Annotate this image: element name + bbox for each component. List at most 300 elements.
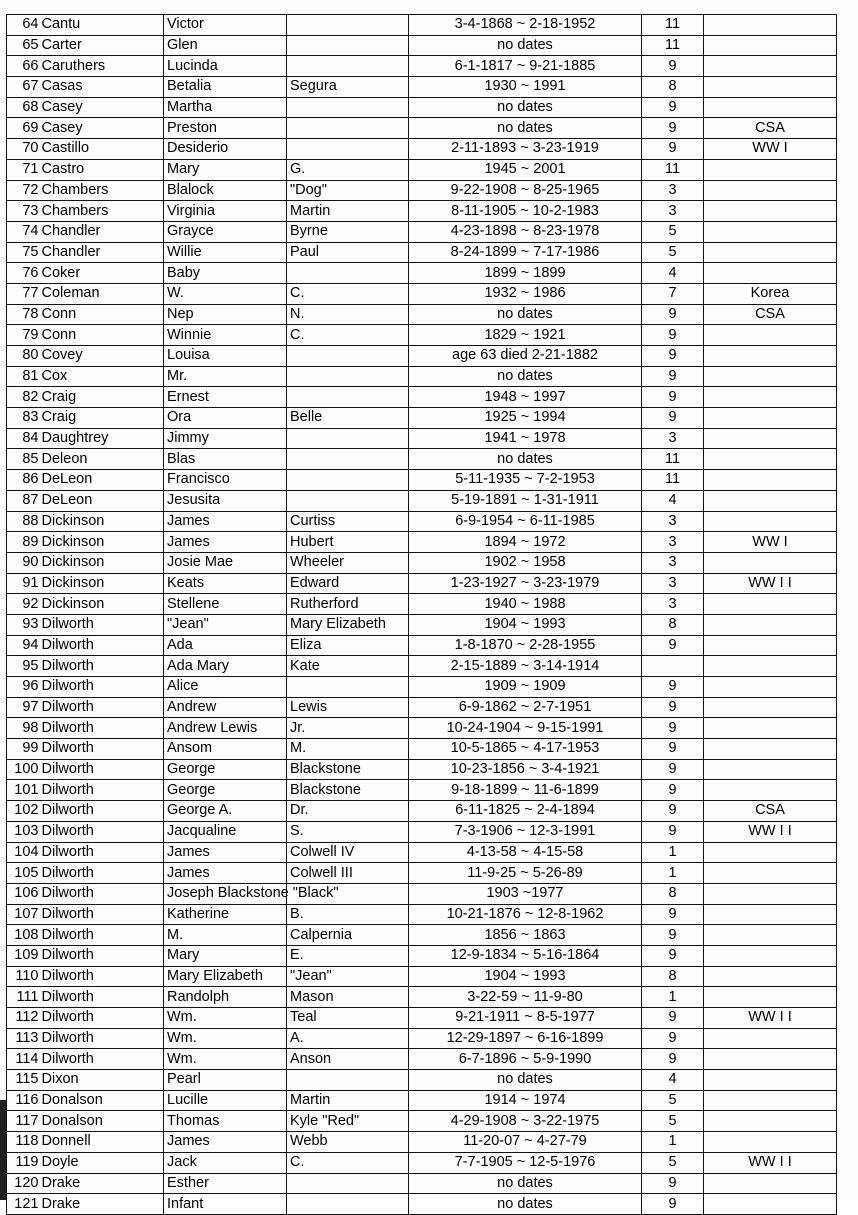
section-number-cell: 9 [642, 1049, 704, 1070]
life-dates-cell: 4-23-1898 ~ 8-23-1978 [409, 221, 642, 242]
last-name-cell: Dilworth [40, 966, 164, 987]
table-row [7, 635, 837, 656]
table-row [7, 56, 837, 77]
middle-name-cell [287, 428, 409, 449]
military-service-cell: WW I [704, 532, 837, 553]
first-name-cell: Desiderio [164, 139, 287, 160]
table-row [7, 1152, 837, 1173]
middle-name-cell [287, 15, 409, 36]
entry-number-cell: 69 [7, 118, 40, 139]
section-number-cell: 3 [642, 552, 704, 573]
section-number-cell: 1 [642, 863, 704, 884]
first-name-cell: Ada Mary [164, 656, 287, 677]
section-number-cell: 9 [642, 801, 704, 822]
table-row [7, 945, 837, 966]
entry-number-cell: 114 [7, 1049, 40, 1070]
life-dates-cell: no dates [409, 1194, 642, 1215]
military-service-cell [704, 180, 837, 201]
middle-name-cell: B. [287, 904, 409, 925]
entry-number-cell: 77 [7, 283, 40, 304]
life-dates-cell: 2-15-1889 ~ 3-14-1914 [409, 656, 642, 677]
entry-number-cell: 79 [7, 325, 40, 346]
table-row [7, 780, 837, 801]
entry-number-cell: 105 [7, 863, 40, 884]
section-number-cell: 3 [642, 511, 704, 532]
section-number-cell: 9 [642, 118, 704, 139]
section-number-cell: 9 [642, 1194, 704, 1215]
first-name-cell: "Jean" [164, 614, 287, 635]
life-dates-cell: 1904 ~ 1993 [409, 614, 642, 635]
burial-register-table [6, 14, 837, 1215]
middle-name-cell: Kate [287, 656, 409, 677]
middle-name-cell [287, 1173, 409, 1194]
table-row [7, 966, 837, 987]
military-service-cell [704, 77, 837, 98]
section-number-cell: 4 [642, 1070, 704, 1091]
military-service-cell [704, 614, 837, 635]
table-row [7, 904, 837, 925]
entry-number-cell: 94 [7, 635, 40, 656]
middle-name-cell [287, 346, 409, 367]
life-dates-cell: 1-23-1927 ~ 3-23-1979 [409, 573, 642, 594]
middle-name-cell [287, 139, 409, 160]
first-name-cell: Virginia [164, 201, 287, 222]
middle-name-cell: Webb [287, 1132, 409, 1153]
military-service-cell [704, 201, 837, 222]
life-dates-cell: no dates [409, 35, 642, 56]
entry-number-cell: 87 [7, 490, 40, 511]
life-dates-cell: 10-5-1865 ~ 4-17-1953 [409, 739, 642, 760]
register-body [7, 15, 837, 1215]
life-dates-cell: 5-11-1935 ~ 7-2-1953 [409, 470, 642, 491]
table-row [7, 987, 837, 1008]
section-number-cell: 8 [642, 614, 704, 635]
first-name-cell: W. [164, 283, 287, 304]
middle-name-cell: S. [287, 821, 409, 842]
entry-number-cell: 120 [7, 1173, 40, 1194]
entry-number-cell: 117 [7, 1111, 40, 1132]
last-name-cell: Dilworth [40, 697, 164, 718]
section-number-cell: 9 [642, 304, 704, 325]
last-name-cell: Dilworth [40, 904, 164, 925]
table-row [7, 242, 837, 263]
life-dates-cell: 1948 ~ 1997 [409, 387, 642, 408]
table-row [7, 159, 837, 180]
middle-name-cell [287, 97, 409, 118]
last-name-cell: Cox [40, 366, 164, 387]
section-number-cell: 1 [642, 987, 704, 1008]
entry-number-cell: 104 [7, 842, 40, 863]
last-name-cell: Coker [40, 263, 164, 284]
entry-number-cell: 99 [7, 739, 40, 760]
table-row [7, 263, 837, 284]
table-row [7, 35, 837, 56]
table-row [7, 1111, 837, 1132]
military-service-cell: Korea [704, 283, 837, 304]
last-name-cell: Dilworth [40, 925, 164, 946]
middle-name-cell [287, 490, 409, 511]
middle-name-cell: Calpernia [287, 925, 409, 946]
life-dates-cell: 11-9-25 ~ 5-26-89 [409, 863, 642, 884]
military-service-cell [704, 221, 837, 242]
middle-name-cell: Martin [287, 201, 409, 222]
section-number-cell: 9 [642, 1008, 704, 1029]
section-number-cell: 8 [642, 883, 704, 904]
life-dates-cell: no dates [409, 118, 642, 139]
last-name-cell: Coleman [40, 283, 164, 304]
section-number-cell: 11 [642, 15, 704, 36]
middle-name-cell: Colwell IV [287, 842, 409, 863]
section-number-cell: 9 [642, 346, 704, 367]
entry-number-cell: 83 [7, 408, 40, 429]
last-name-cell: Dixon [40, 1070, 164, 1091]
table-row [7, 1070, 837, 1091]
middle-name-cell: Jr. [287, 718, 409, 739]
first-name-cell: Ansom [164, 739, 287, 760]
middle-name-cell [287, 1194, 409, 1215]
table-row [7, 718, 837, 739]
military-service-cell [704, 987, 837, 1008]
life-dates-cell: 7-3-1906 ~ 12-3-1991 [409, 821, 642, 842]
military-service-cell [704, 346, 837, 367]
middle-name-cell [287, 56, 409, 77]
life-dates-cell: no dates [409, 366, 642, 387]
last-name-cell: Donnell [40, 1132, 164, 1153]
section-number-cell: 3 [642, 532, 704, 553]
middle-name-cell: Curtiss [287, 511, 409, 532]
life-dates-cell: no dates [409, 304, 642, 325]
table-row [7, 449, 837, 470]
military-service-cell [704, 263, 837, 284]
military-service-cell [704, 780, 837, 801]
middle-name-cell: M. [287, 739, 409, 760]
entry-number-cell: 68 [7, 97, 40, 118]
first-name-cell: Pearl [164, 1070, 287, 1091]
military-service-cell [704, 718, 837, 739]
middle-name-cell: Anson [287, 1049, 409, 1070]
last-name-cell: Dilworth [40, 1028, 164, 1049]
life-dates-cell: no dates [409, 1173, 642, 1194]
military-service-cell [704, 966, 837, 987]
entry-number-cell: 67 [7, 77, 40, 98]
life-dates-cell: 1894 ~ 1972 [409, 532, 642, 553]
entry-number-cell: 73 [7, 201, 40, 222]
entry-number-cell: 84 [7, 428, 40, 449]
military-service-cell [704, 1173, 837, 1194]
entry-number-cell: 110 [7, 966, 40, 987]
middle-name-cell: Lewis [287, 697, 409, 718]
first-name-cell: Thomas [164, 1111, 287, 1132]
first-name-cell: Glen [164, 35, 287, 56]
life-dates-cell: 11-20-07 ~ 4-27-79 [409, 1132, 642, 1153]
section-number-cell: 9 [642, 139, 704, 160]
section-number-cell: 9 [642, 97, 704, 118]
life-dates-cell: 1904 ~ 1993 [409, 966, 642, 987]
table-row [7, 1132, 837, 1153]
entry-number-cell: 91 [7, 573, 40, 594]
military-service-cell [704, 1028, 837, 1049]
life-dates-cell: 10-21-1876 ~ 12-8-1962 [409, 904, 642, 925]
middle-name-cell: N. [287, 304, 409, 325]
life-dates-cell: 6-1-1817 ~ 9-21-1885 [409, 56, 642, 77]
table-row [7, 759, 837, 780]
table-row [7, 1049, 837, 1070]
last-name-cell: Donalson [40, 1090, 164, 1111]
section-number-cell: 9 [642, 1173, 704, 1194]
section-number-cell [642, 656, 704, 677]
table-row [7, 366, 837, 387]
entry-number-cell: 101 [7, 780, 40, 801]
section-number-cell: 9 [642, 780, 704, 801]
life-dates-cell: 1914 ~ 1974 [409, 1090, 642, 1111]
middle-name-cell [287, 263, 409, 284]
entry-number-cell: 121 [7, 1194, 40, 1215]
entry-number-cell: 96 [7, 677, 40, 698]
section-number-cell: 1 [642, 842, 704, 863]
last-name-cell: Drake [40, 1194, 164, 1215]
last-name-cell: Dilworth [40, 614, 164, 635]
military-service-cell [704, 883, 837, 904]
section-number-cell: 3 [642, 180, 704, 201]
military-service-cell: CSA [704, 801, 837, 822]
last-name-cell: Dickinson [40, 594, 164, 615]
last-name-cell: Dickinson [40, 532, 164, 553]
life-dates-cell: 3-4-1868 ~ 2-18-1952 [409, 15, 642, 36]
middle-name-cell: Martin [287, 1090, 409, 1111]
table-row [7, 1008, 837, 1029]
last-name-cell: Dilworth [40, 780, 164, 801]
section-number-cell: 11 [642, 449, 704, 470]
first-name-cell: James [164, 842, 287, 863]
life-dates-cell: 1902 ~ 1958 [409, 552, 642, 573]
middle-name-cell: Belle [287, 408, 409, 429]
middle-name-cell [287, 387, 409, 408]
life-dates-cell: 1-8-1870 ~ 2-28-1955 [409, 635, 642, 656]
table-row [7, 470, 837, 491]
middle-name-cell: Dr. [287, 801, 409, 822]
section-number-cell: 9 [642, 408, 704, 429]
middle-name-cell [287, 35, 409, 56]
table-row [7, 1028, 837, 1049]
military-service-cell [704, 428, 837, 449]
entry-number-cell: 88 [7, 511, 40, 532]
first-name-cell: Winnie [164, 325, 287, 346]
last-name-cell: Conn [40, 304, 164, 325]
entry-number-cell: 95 [7, 656, 40, 677]
table-row [7, 1090, 837, 1111]
section-number-cell: 5 [642, 221, 704, 242]
table-row [7, 573, 837, 594]
last-name-cell: Dilworth [40, 801, 164, 822]
table-row [7, 801, 837, 822]
life-dates-cell: 1930 ~ 1991 [409, 77, 642, 98]
life-dates-cell: age 63 died 2-21-1882 [409, 346, 642, 367]
table-row [7, 15, 837, 36]
table-row [7, 739, 837, 760]
first-name-cell: Wm. [164, 1028, 287, 1049]
section-number-cell: 9 [642, 821, 704, 842]
entry-number-cell: 107 [7, 904, 40, 925]
military-service-cell [704, 1070, 837, 1091]
last-name-cell: Casey [40, 97, 164, 118]
life-dates-cell: 12-9-1834 ~ 5-16-1864 [409, 945, 642, 966]
first-name-cell: Mary Elizabeth [164, 966, 287, 987]
last-name-cell: Dilworth [40, 883, 164, 904]
table-row [7, 180, 837, 201]
entry-number-cell: 85 [7, 449, 40, 470]
last-name-cell: Chambers [40, 180, 164, 201]
middle-name-cell: Mary Elizabeth [287, 614, 409, 635]
entry-number-cell: 76 [7, 263, 40, 284]
last-name-cell: Dilworth [40, 635, 164, 656]
section-number-cell: 3 [642, 201, 704, 222]
middle-name-cell: Teal [287, 1008, 409, 1029]
middle-name-cell: Segura [287, 77, 409, 98]
last-name-cell: Dilworth [40, 759, 164, 780]
entry-number-cell: 97 [7, 697, 40, 718]
last-name-cell: Craig [40, 408, 164, 429]
last-name-cell: DeLeon [40, 490, 164, 511]
last-name-cell: Dilworth [40, 1049, 164, 1070]
military-service-cell: CSA [704, 304, 837, 325]
life-dates-cell: 9-21-1911 ~ 8-5-1977 [409, 1008, 642, 1029]
table-row [7, 925, 837, 946]
life-dates-cell: 8-24-1899 ~ 7-17-1986 [409, 242, 642, 263]
military-service-cell: WW I I [704, 573, 837, 594]
entry-number-cell: 116 [7, 1090, 40, 1111]
entry-number-cell: 80 [7, 346, 40, 367]
table-row [7, 511, 837, 532]
middle-name-cell [287, 1070, 409, 1091]
life-dates-cell: 6-9-1862 ~ 2-7-1951 [409, 697, 642, 718]
first-name-cell: Ada [164, 635, 287, 656]
military-service-cell [704, 325, 837, 346]
section-number-cell: 5 [642, 242, 704, 263]
section-number-cell: 8 [642, 77, 704, 98]
military-service-cell [704, 1132, 837, 1153]
section-number-cell: 4 [642, 263, 704, 284]
life-dates-cell: 1941 ~ 1978 [409, 428, 642, 449]
entry-number-cell: 118 [7, 1132, 40, 1153]
table-row [7, 552, 837, 573]
first-name-cell: Wm. [164, 1008, 287, 1029]
middle-name-cell [287, 470, 409, 491]
military-service-cell [704, 366, 837, 387]
last-name-cell: Dilworth [40, 821, 164, 842]
middle-name-cell: C. [287, 325, 409, 346]
table-row [7, 201, 837, 222]
middle-name-cell [287, 449, 409, 470]
military-service-cell [704, 925, 837, 946]
last-name-cell: Chandler [40, 221, 164, 242]
military-service-cell [704, 511, 837, 532]
table-row [7, 656, 837, 677]
middle-name-cell: Byrne [287, 221, 409, 242]
table-row [7, 532, 837, 553]
last-name-cell: Daughtrey [40, 428, 164, 449]
life-dates-cell: 2-11-1893 ~ 3-23-1919 [409, 139, 642, 160]
first-name-cell: Mary [164, 945, 287, 966]
table-row [7, 677, 837, 698]
entry-number-cell: 92 [7, 594, 40, 615]
section-number-cell: 9 [642, 739, 704, 760]
section-number-cell: 11 [642, 470, 704, 491]
last-name-cell: Castro [40, 159, 164, 180]
last-name-cell: Dilworth [40, 842, 164, 863]
last-name-cell: Donalson [40, 1111, 164, 1132]
last-name-cell: Dickinson [40, 511, 164, 532]
middle-name-cell: "Dog" [287, 180, 409, 201]
life-dates-cell: 1899 ~ 1899 [409, 263, 642, 284]
section-number-cell: 9 [642, 945, 704, 966]
first-name-cell: Alice [164, 677, 287, 698]
first-name-cell: James [164, 1132, 287, 1153]
military-service-cell [704, 656, 837, 677]
section-number-cell: 8 [642, 966, 704, 987]
last-name-cell: Casey [40, 118, 164, 139]
entry-number-cell: 109 [7, 945, 40, 966]
middle-name-cell: Blackstone [287, 780, 409, 801]
first-name-cell: Randolph [164, 987, 287, 1008]
last-name-cell: Deleon [40, 449, 164, 470]
military-service-cell [704, 449, 837, 470]
last-name-cell: Conn [40, 325, 164, 346]
last-name-cell: Dilworth [40, 1008, 164, 1029]
last-name-cell: Chambers [40, 201, 164, 222]
entry-number-cell: 66 [7, 56, 40, 77]
military-service-cell [704, 408, 837, 429]
section-number-cell: 9 [642, 925, 704, 946]
military-service-cell [704, 759, 837, 780]
entry-number-cell: 113 [7, 1028, 40, 1049]
entry-number-cell: 75 [7, 242, 40, 263]
last-name-cell: Doyle [40, 1152, 164, 1173]
section-number-cell: 9 [642, 56, 704, 77]
middle-name-cell: Hubert [287, 532, 409, 553]
life-dates-cell: 1925 ~ 1994 [409, 408, 642, 429]
table-row [7, 863, 837, 884]
military-service-cell [704, 97, 837, 118]
entry-number-cell: 103 [7, 821, 40, 842]
life-dates-cell: 1940 ~ 1988 [409, 594, 642, 615]
life-dates-cell: no dates [409, 1070, 642, 1091]
first-name-cell: Willie [164, 242, 287, 263]
first-name-cell: Martha [164, 97, 287, 118]
first-name-cell: James [164, 532, 287, 553]
table-row [7, 283, 837, 304]
section-number-cell: 9 [642, 759, 704, 780]
table-row [7, 697, 837, 718]
section-number-cell: 3 [642, 428, 704, 449]
last-name-cell: Dilworth [40, 987, 164, 1008]
first-name-cell: George [164, 759, 287, 780]
table-row [7, 139, 837, 160]
entry-number-cell: 71 [7, 159, 40, 180]
first-name-cell: Jesusita [164, 490, 287, 511]
military-service-cell [704, 635, 837, 656]
middle-name-cell [287, 118, 409, 139]
military-service-cell [704, 904, 837, 925]
entry-number-cell: 112 [7, 1008, 40, 1029]
life-dates-cell: 3-22-59 ~ 11-9-80 [409, 987, 642, 1008]
entry-number-cell: 106 [7, 883, 40, 904]
military-service-cell [704, 945, 837, 966]
middle-name-cell: Eliza [287, 635, 409, 656]
section-number-cell: 5 [642, 1152, 704, 1173]
first-name-cell: Wm. [164, 1049, 287, 1070]
table-row [7, 594, 837, 615]
military-service-cell: CSA [704, 118, 837, 139]
